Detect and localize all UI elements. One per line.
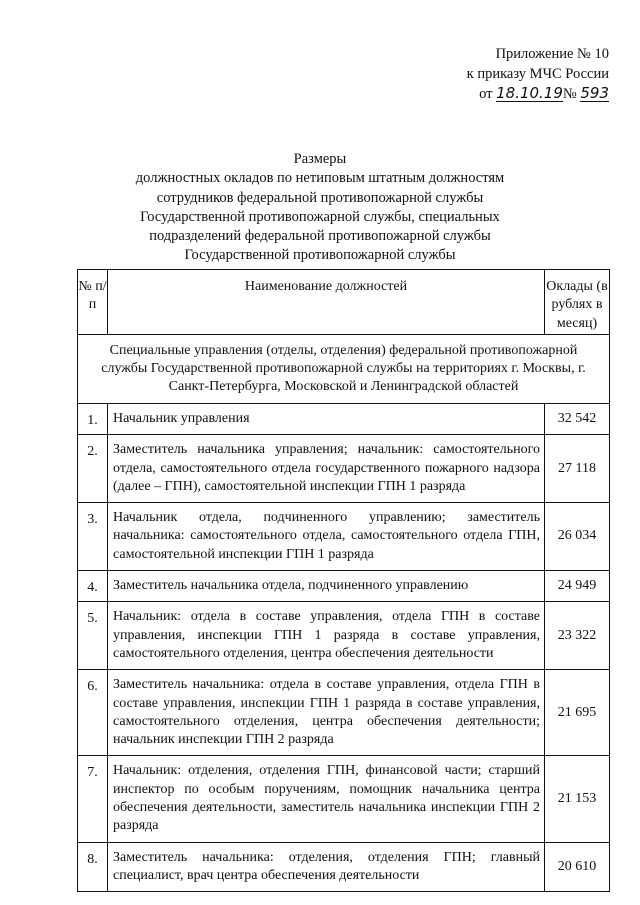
table-row [78,404,610,435]
row-number: 7. [78,756,108,842]
title-line: сотрудников федеральной противопожарной службы [156,189,484,206]
row-salary: 21 153 [545,756,610,842]
header-position-name: Наименование должностей [108,270,545,335]
row-salary: 32 542 [545,404,610,435]
row-position: Начальник отдела, подчиненного управлению; заместитель начальника: самостоятельного отдела, самостоятельного отдела ГПН, самостоятельной инспекции ГПН 1 разряда [108,503,545,571]
row-number: 2. [78,435,108,503]
title-heading: Размеры [293,151,347,167]
row-position: Начальник: отделения, отделения ГПН, финансовой части; старший инспектор по особым поручениям, помощник начальника центра обеспечения деятельности, заместитель начальника инспекции ГПН 2 разряда [108,756,545,842]
appendix-number: Приложение № 10 [495,46,609,62]
row-position: Заместитель начальника: отдела в составе управления, отдела ГПН в составе управления, инспекции ГПН 1 разряда в составе управления, самостоятельного отделения, центра обеспечения деятельности; начальник инспекции ГПН 2 разряда [108,670,545,756]
header-salary: Оклады (в рублях в месяц) [545,270,610,335]
title-line: Государственной противопожарной службы, специальных [140,208,500,225]
document-title [100,150,540,266]
table-row [78,571,610,602]
section-row [78,335,610,404]
table-row [78,756,610,842]
row-position: Заместитель начальника отдела, подчиненного управлению [108,571,545,602]
appendix-header [419,44,609,104]
row-salary: 23 322 [545,602,610,670]
row-number: 3. [78,503,108,571]
row-number: 8. [78,842,108,892]
row-number: 5. [78,602,108,670]
number-sign: № [562,86,577,102]
row-salary: 24 949 [545,571,610,602]
row-number: 6. [78,670,108,756]
appendix-date-line [419,84,609,104]
table-row [78,602,610,670]
row-salary: 26 034 [545,503,610,571]
header-number: № п/п [78,270,108,335]
row-position: Заместитель начальника: отделения, отделения ГПН; главный специалист, врач центра обеспечения деятельности [108,842,545,892]
title-line: подразделений федеральной противопожарной службы [149,228,491,245]
table-header-row [78,270,610,335]
row-position: Заместитель начальника управления; начальник: самостоятельного отдела, самостоятельного отдела государственного пожарного надзора (далее – ГПН), самостоятельной инспекции ГПН 1 разряда [108,435,545,503]
handwritten-date: 18.10.19 [496,84,563,102]
handwritten-number: 593 [580,84,609,102]
row-position: Начальник управления [108,404,545,435]
row-salary: 21 695 [545,670,610,756]
date-prefix: от [479,86,493,102]
table-row [78,842,610,892]
row-number: 4. [78,571,108,602]
table-row [78,435,610,503]
row-number: 1. [78,404,108,435]
salary-table [77,269,610,892]
title-line: должностных окладов по нетиповым штатным должностям [135,170,505,187]
appendix-order: к приказу МЧС России [466,66,609,82]
row-position: Начальник: отдела в составе управления, отдела ГПН в составе управления, инспекции ГПН 1 разряда в составе управления, самостоятельного отделения, центра обеспечения деятельности [108,602,545,670]
table-row [78,503,610,571]
row-salary: 27 118 [545,435,610,503]
table-row [78,670,610,756]
row-salary: 20 610 [545,842,610,892]
title-line: Государственной противопожарной службы [184,247,456,264]
section-title: Специальные управления (отделы, отделения) федеральной противопожарной службы Государственной противопожарной службы на территориях г. Москвы, г. Санкт-Петербурга, Московской и Ленинградской областей [78,335,610,404]
